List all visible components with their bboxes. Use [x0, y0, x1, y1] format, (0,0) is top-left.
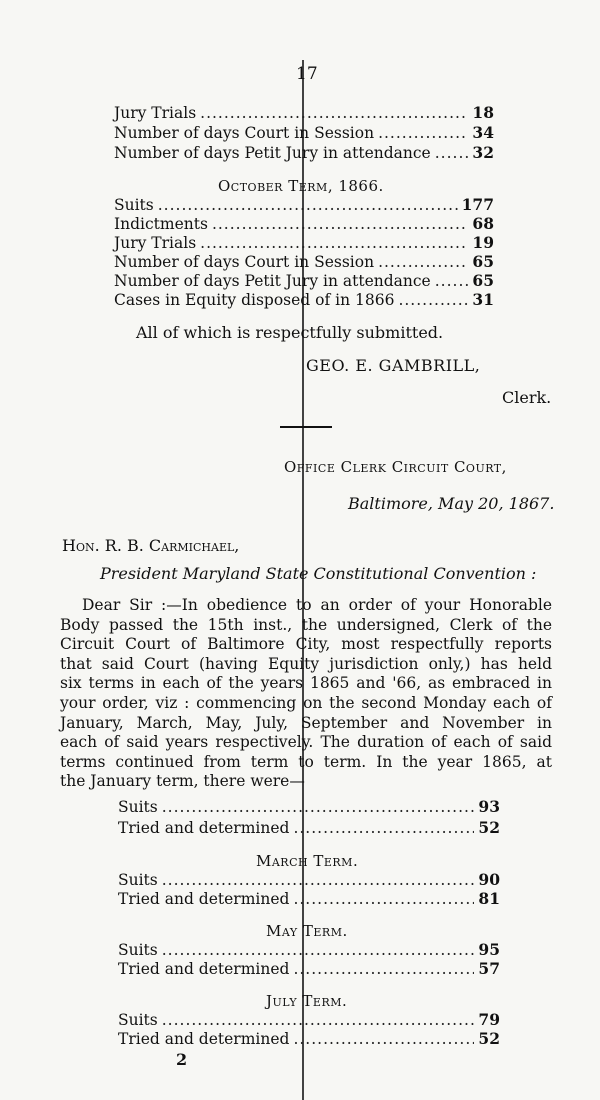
place-date: Baltimore, May 20, 1867.: [348, 494, 555, 513]
row-value: 34: [472, 123, 494, 142]
section-heading-march: March Term.: [256, 852, 359, 870]
table-row: [114, 144, 494, 162]
body-line: the January term, there were—: [60, 772, 305, 791]
table-row: [114, 234, 494, 252]
dot-leader: [293, 819, 474, 837]
table-row: [118, 1011, 500, 1029]
row-label: Suits: [118, 941, 158, 959]
table-row: [118, 941, 500, 959]
signer-name: GEO. E. GAMBRILL,: [306, 356, 481, 375]
dot-leader: [293, 1030, 474, 1048]
dot-leader: [293, 890, 474, 908]
row-label: Tried and determined: [118, 960, 290, 978]
section-heading-october: October Term, 1866.: [218, 177, 384, 195]
table-row: [118, 798, 500, 816]
page-number: 17: [296, 64, 318, 84]
table-row: [114, 196, 494, 214]
table-row: [118, 890, 500, 908]
row-value: 79: [478, 1010, 500, 1029]
row-value: 57: [478, 959, 500, 978]
signer-title: Clerk.: [502, 388, 552, 407]
dot-leader: [435, 144, 469, 162]
body-line: Circuit Court of Baltimore City, most respectfully reports: [60, 635, 552, 654]
divider-rule: [280, 426, 332, 428]
body-line: Body passed the 15th inst., the undersigned, Clerk of the: [60, 615, 552, 634]
body-line: that said Court (having Equity jurisdiction only,) has held: [60, 654, 552, 673]
row-label: Suits: [118, 1011, 158, 1029]
row-value: 90: [478, 870, 500, 889]
body-line: each of said years respectively. The duration of each of said: [60, 733, 552, 752]
body-line: terms continued from term to term. In the year 1865, at: [60, 752, 552, 771]
row-value: 52: [478, 1029, 500, 1048]
section-heading-may: May Term.: [266, 922, 348, 940]
submission-statement: All of which is respectfully submitted.: [136, 323, 444, 342]
dot-leader: [398, 291, 468, 309]
table-row: [118, 819, 500, 837]
table-row: [114, 291, 494, 309]
dot-leader: [378, 253, 468, 271]
table-row: [114, 124, 494, 142]
dot-leader: [200, 234, 468, 252]
row-value: 31: [472, 290, 494, 309]
row-value: 65: [472, 252, 494, 271]
row-value: 52: [478, 818, 500, 837]
table-row: [114, 253, 494, 271]
table-row: [118, 960, 500, 978]
row-value: 93: [478, 797, 500, 816]
row-value: 81: [478, 889, 500, 908]
dot-leader: [162, 941, 475, 959]
dot-leader: [200, 104, 468, 122]
row-label: Suits: [118, 798, 158, 816]
signature-mark: 2: [176, 1050, 188, 1069]
row-label: Number of days Court in Session: [114, 124, 375, 142]
row-label: Suits: [118, 871, 158, 889]
row-value: 68: [472, 214, 494, 233]
row-label: Number of days Petit Jury in attendance: [114, 272, 431, 290]
row-value: 95: [478, 940, 500, 959]
body-line: Dear Sir :—In obedience to an order of your Honorable: [82, 596, 552, 614]
row-label: Tried and determined: [118, 1030, 290, 1048]
letter-body: [60, 596, 552, 792]
row-value: 65: [472, 271, 494, 290]
row-label: Tried and determined: [118, 819, 290, 837]
dot-leader: [212, 215, 468, 233]
row-value: 19: [472, 233, 494, 252]
row-value: 177: [461, 195, 494, 214]
addressee: Hon. R. B. Carmichael,: [62, 536, 240, 555]
row-label: Number of days Court in Session: [114, 253, 375, 271]
dot-leader: [158, 196, 458, 214]
dot-leader: [162, 871, 475, 889]
table-row: [118, 1030, 500, 1048]
body-line: January, March, May, July, September and November in: [60, 713, 552, 732]
section-heading-july: July Term.: [266, 992, 348, 1010]
body-line: six terms in each of the years 1865 and '66, as embraced in: [60, 674, 552, 693]
row-value: 32: [472, 143, 494, 162]
table-row: [118, 871, 500, 889]
row-label: Suits: [114, 196, 154, 214]
row-label: Indictments: [114, 215, 208, 233]
dot-leader: [293, 960, 474, 978]
dot-leader: [162, 1011, 475, 1029]
addressee-title: President Maryland State Constitutional Convention :: [100, 564, 537, 583]
dot-leader: [162, 798, 475, 816]
table-row: [114, 104, 494, 122]
row-value: 18: [472, 103, 494, 122]
table-row: [114, 272, 494, 290]
dot-leader: [378, 124, 468, 142]
row-label: Jury Trials: [114, 104, 197, 122]
row-label: Cases in Equity disposed of in 1866: [114, 291, 395, 309]
office-heading: Office Clerk Circuit Court,: [284, 458, 507, 476]
row-label: Tried and determined: [118, 890, 290, 908]
body-line: your order, viz : commencing on the second Monday each of: [60, 693, 552, 712]
dot-leader: [435, 272, 469, 290]
table-row: [114, 215, 494, 233]
row-label: Jury Trials: [114, 234, 197, 252]
row-label: Number of days Petit Jury in attendance: [114, 144, 431, 162]
